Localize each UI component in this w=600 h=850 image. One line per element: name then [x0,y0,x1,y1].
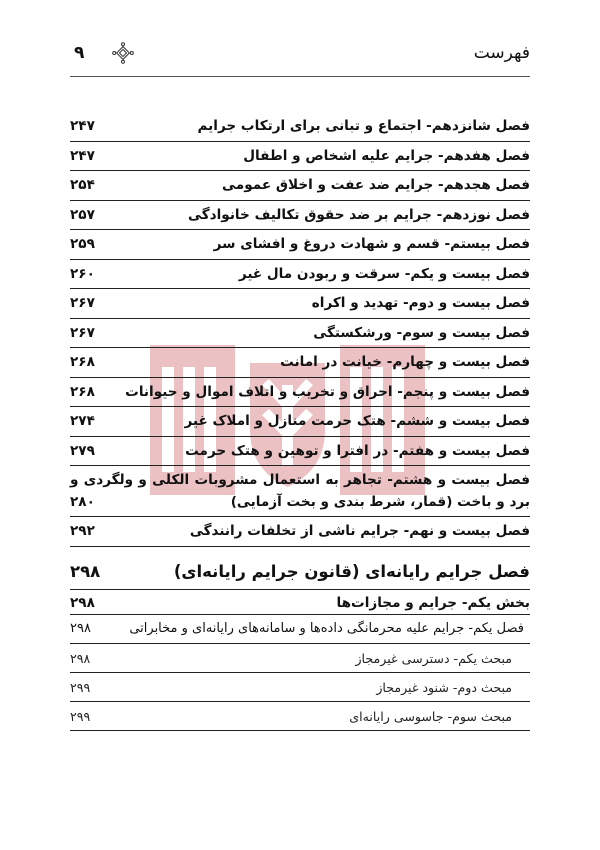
toc-entry-page: ۲۶۸ [70,383,95,400]
toc-entry-chapter-25[interactable] [70,378,530,408]
toc-entry-chapter-19[interactable] [70,201,530,231]
toc-entry-chapter-28[interactable] [70,466,530,517]
running-header-title: فهرست [473,43,530,63]
toc-entry-page: ۲۹۹ [70,679,91,695]
toc-entry-chapter-27[interactable] [70,437,530,467]
toc-entry-page: ۲۹۸ [70,594,95,611]
toc-entry-page: ۲۷۹ [70,442,95,459]
toc-entry-page: ۲۶۷ [70,295,95,311]
toc-entry-page: ۲۸۰ [70,494,95,510]
toc-entry-page: ۲۶۰ [70,265,95,282]
toc-entry-chapter-24[interactable] [70,348,530,378]
toc-entry-title: فصل جرایم رایانه‌ای (قانون جرایم رایانه‌ای) [173,561,530,581]
toc-entry-title: فصل بیست و دوم- تهدید و اکراه [311,295,530,311]
toc-entry-chapter-23[interactable] [70,319,530,349]
toc-entry-title: فصل شانزدهم- اجتماع و تبانی برای ارتکاب جرایم [197,118,530,134]
toc-entry-title: مبحث دوم- شنود غیرمجاز [376,679,512,695]
toc-entry-page: ۲۹۸ [70,650,91,666]
toc-entry-title: فصل بیست و ششم- هتک حرمت منازل و املاک غیر [184,413,530,429]
toc-entry-page: ۲۴۷ [70,147,95,164]
toc-entry-chapter-18[interactable] [70,171,530,201]
toc-entry-page: ۲۶۸ [70,354,95,370]
toc-entry-page: ۲۹۲ [70,523,95,539]
toc-entry-title: مبحث سوم- جاسوسی رایانه‌ای [349,708,512,724]
toc-entry-title: فصل هجدهم- جرایم ضد عفت و اخلاق عمومی [222,177,530,193]
toc-entry-chapter-22[interactable] [70,289,530,319]
toc-entry-title: فصل هفدهم- جرایم علیه اشخاص و اطفال [243,147,530,164]
toc-entry-title: فصل بیست و نهم- جرایم ناشی از تخلفات رانندگی [189,523,530,539]
toc-entry-section-2[interactable] [70,673,530,702]
diamond-ornament-icon [112,42,134,64]
toc-entry-title: فصل نوزدهم- جرایم بر ضد حقوق تکالیف خانوادگی [188,206,530,223]
toc-entry-title: فصل بیست و پنجم- احراق و تخریب و اتلاف اموال و حیوانات [125,383,530,400]
toc-entry-section-1[interactable] [70,644,530,673]
toc-entry-title: بخش یکم- جرایم و مجازات‌ها [336,594,530,611]
toc-entry-chapter-16[interactable] [70,112,530,142]
toc-entry-page: ۲۶۷ [70,324,95,341]
toc-entry-chapter-1[interactable] [70,615,530,644]
toc-entry-title: فصل بیست و هفتم- در افترا و توهین و هتک حرمت [185,442,530,459]
page-number: ۹ [74,43,85,63]
toc-entry-title: فصل بیست و سوم- ورشکستگی [313,324,530,341]
toc-entry-chapter-20[interactable] [70,230,530,260]
toc-entry-title: فصل بیستم- قسم و شهادت دروغ و افشای سر [213,236,530,252]
toc-entry-page: ۲۹۸ [70,561,101,581]
toc-entry-title: فصل بیست و هشتم- تجاهر به استعمال مشروبات الکلی و ولگردی و برد و باخت (قمار، شرط بندی و بخت آزمایی) [70,472,530,510]
toc-entry-chapter-29[interactable] [70,517,530,547]
header-rule [70,76,530,77]
toc-entry-page: ۲۹۹ [70,708,91,724]
toc-entry-title: فصل بیست و چهارم- خیانت در امانت [280,354,530,370]
toc-entry-part-1[interactable] [70,590,530,615]
toc-entry-page: ۲۵۹ [70,236,95,252]
toc-entry-page: ۲۹۸ [70,620,91,636]
toc-entry-page: ۲۵۷ [70,206,95,223]
toc-entry-chapter-17[interactable] [70,142,530,172]
table-of-contents [70,112,530,731]
toc-entry-page: ۲۷۴ [70,413,95,429]
page-header [70,40,530,66]
toc-entry-computer-crimes[interactable] [70,547,530,590]
toc-entry-title: مبحث یکم- دسترسی غیرمجاز [355,650,512,666]
toc-entry-page: ۲۴۷ [70,118,95,134]
toc-entry-page: ۲۵۴ [70,177,95,193]
toc-entry-title: فصل بیست و یکم- سرقت و ربودن مال غیر [238,265,530,282]
toc-entry-section-3[interactable] [70,702,530,731]
toc-entry-title: فصل یکم- جرایم علیه محرمانگی داده‌ها و سامانه‌های رایانه‌ای و مخابراتی [129,620,524,636]
toc-entry-chapter-21[interactable] [70,260,530,290]
toc-entry-chapter-26[interactable] [70,407,530,437]
